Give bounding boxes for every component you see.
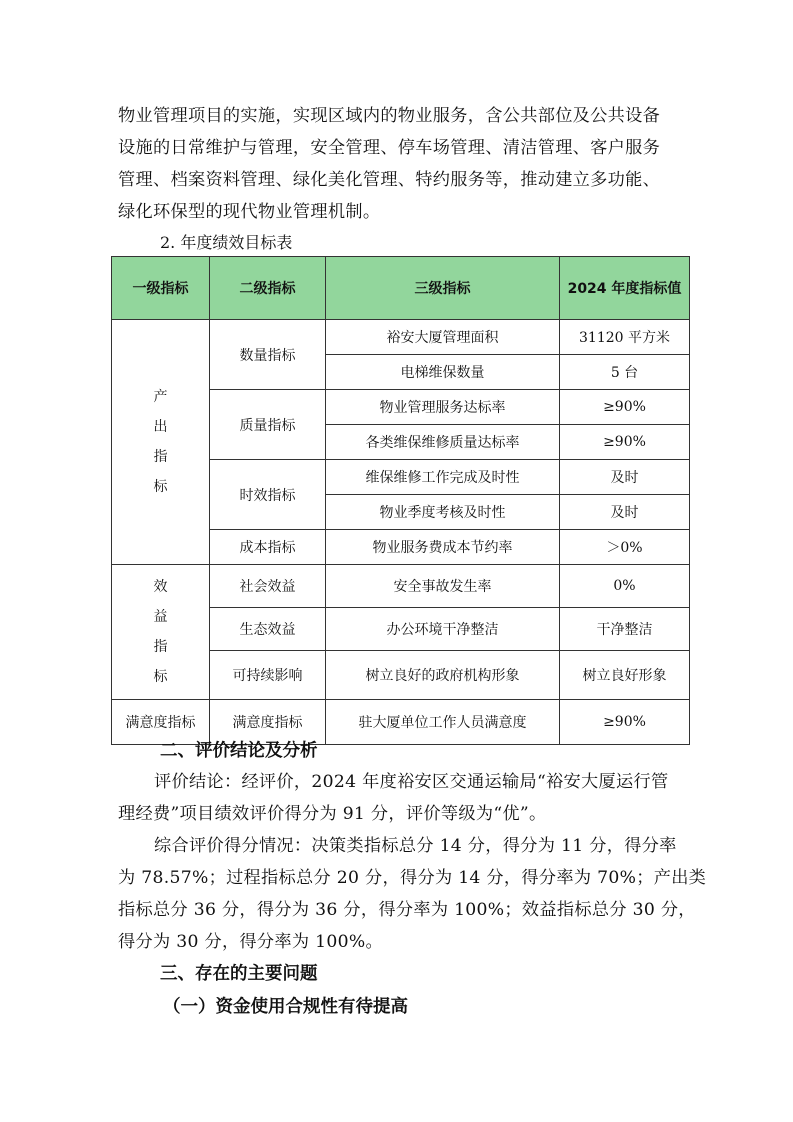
value-cell: 干净整洁	[560, 608, 690, 651]
value-cell: 及时	[560, 460, 690, 495]
group-satisfaction: 满意度指标	[112, 700, 210, 745]
text-line: 理经费”项目绩效评价得分为 91 分，评价等级为“优”。	[118, 804, 547, 824]
indicator-cell: 驻大厦单位工作人员满意度	[326, 700, 560, 745]
group-output: 产出指标	[112, 320, 210, 565]
value-cell: 0%	[560, 565, 690, 608]
section-heading-conclusion: 二、评价结论及分析	[160, 741, 318, 761]
indicator-cell: 安全事故发生率	[326, 565, 560, 608]
intro-paragraph	[118, 100, 688, 228]
sub-quality: 质量指标	[210, 390, 326, 460]
value-cell: ≥90%	[560, 700, 690, 745]
sub-satisfaction: 满意度指标	[210, 700, 326, 745]
header-value: 2024 年度指标值	[560, 257, 690, 320]
indicator-cell: 办公环境干净整洁	[326, 608, 560, 651]
text-line: 指标总分 36 分，得分为 36 分，得分率为 100%；效益指标总分 30 分，	[118, 900, 696, 920]
header-level1: 一级指标	[112, 257, 210, 320]
sub-social: 社会效益	[210, 565, 326, 608]
header-level2: 二级指标	[210, 257, 326, 320]
indicator-cell: 物业服务费成本节约率	[326, 530, 560, 565]
text-line: 绿化环保型的现代物业管理机制。	[118, 202, 381, 222]
value-cell: 5 台	[560, 355, 690, 390]
text-line: 评价结论：经评价，2024 年度裕安区交通运输局“裕安大厦运行管	[154, 772, 669, 792]
subsection-heading: （一）资金使用合规性有待提高	[163, 997, 408, 1017]
sub-sustain: 可持续影响	[210, 651, 326, 700]
value-cell: ≥90%	[560, 390, 690, 425]
value-cell: ≥90%	[560, 425, 690, 460]
table-header-row	[112, 257, 690, 320]
value-cell: 树立良好形象	[560, 651, 690, 700]
sub-cost: 成本指标	[210, 530, 326, 565]
header-level3: 三级指标	[326, 257, 560, 320]
group-benefit: 效益指标	[112, 565, 210, 700]
indicator-cell: 维保维修工作完成及时性	[326, 460, 560, 495]
section-heading-problems: 三、存在的主要问题	[160, 964, 318, 984]
indicator-cell: 物业管理服务达标率	[326, 390, 560, 425]
conclusion-paragraph	[118, 766, 688, 830]
text-line: 综合评价得分情况：决策类指标总分 14 分，得分为 11 分，得分率	[154, 836, 677, 856]
score-paragraph	[118, 830, 707, 958]
value-cell: 及时	[560, 495, 690, 530]
performance-goals-table	[111, 256, 690, 745]
text-line: 管理、档案资料管理、绿化美化管理、特约服务等，推动建立多功能、	[118, 170, 661, 190]
indicator-cell: 各类维保维修质量达标率	[326, 425, 560, 460]
table-row	[112, 565, 690, 608]
text-line: 物业管理项目的实施，实现区域内的物业服务，含公共部位及公共设备	[118, 106, 661, 126]
sub-timeliness: 时效指标	[210, 460, 326, 530]
table-caption: 2. 年度绩效目标表	[160, 233, 293, 252]
table-row	[112, 320, 690, 355]
sub-quantity: 数量指标	[210, 320, 326, 390]
text-line: 设施的日常维护与管理，安全管理、停车场管理、清洁管理、客户服务	[118, 138, 661, 158]
value-cell: 31120 平方米	[560, 320, 690, 355]
indicator-cell: 电梯维保数量	[326, 355, 560, 390]
indicator-cell: 物业季度考核及时性	[326, 495, 560, 530]
indicator-cell: 裕安大厦管理面积	[326, 320, 560, 355]
sub-eco: 生态效益	[210, 608, 326, 651]
text-line: 得分为 30 分，得分率为 100%。	[118, 932, 383, 952]
text-line: 为 78.57%；过程指标总分 20 分，得分为 14 分，得分率为 70%；产出类	[118, 868, 707, 888]
indicator-cell: 树立良好的政府机构形象	[326, 651, 560, 700]
value-cell: ＞0%	[560, 530, 690, 565]
